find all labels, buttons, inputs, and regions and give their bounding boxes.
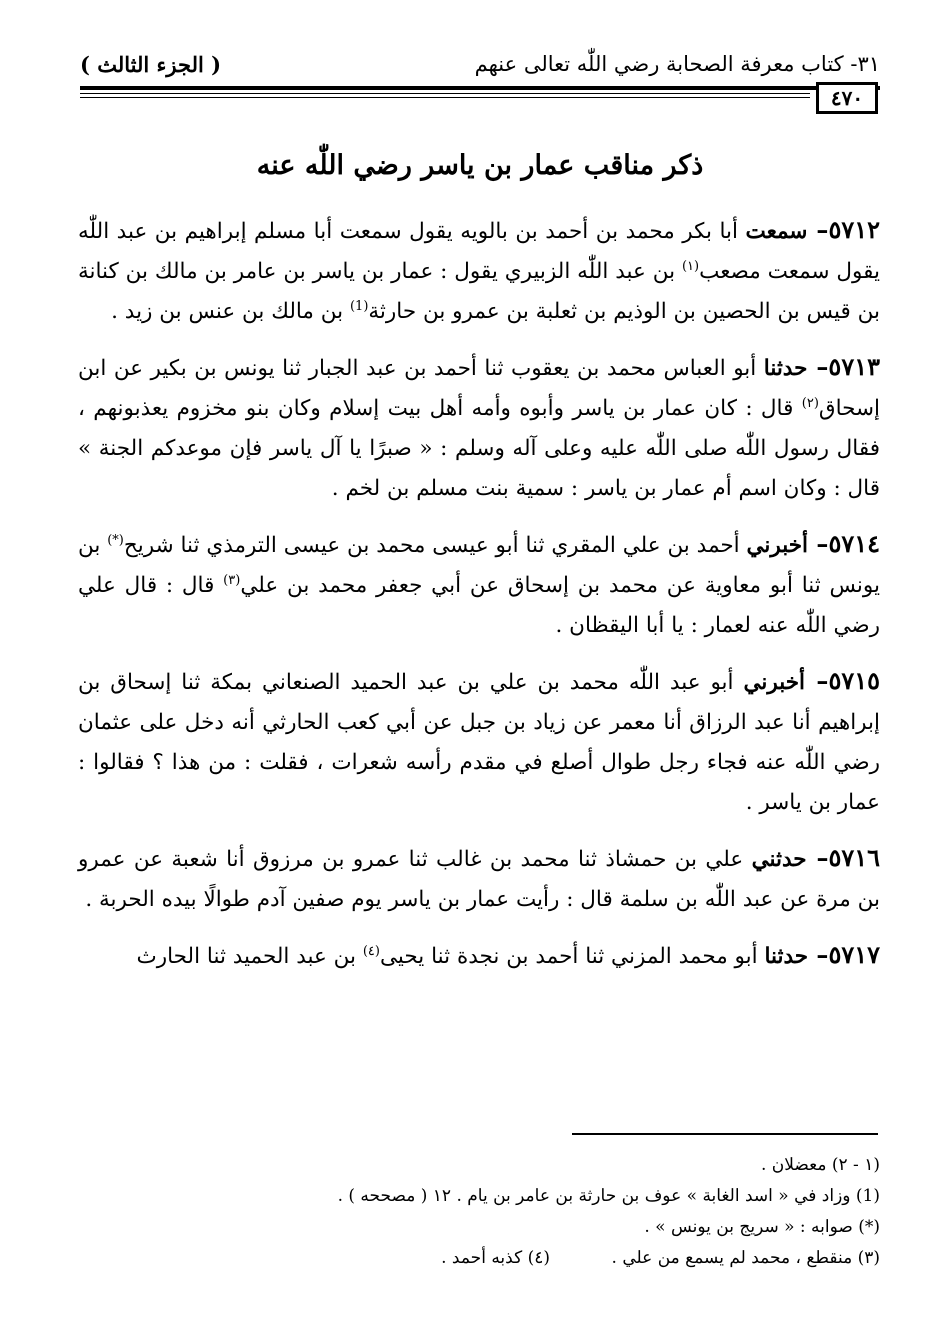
book-title: ٣١- كتاب معرفة الصحابة رضي اللّٰه تعالى عنهم: [474, 52, 880, 76]
header-rule: [80, 86, 880, 90]
hadith-text: بن عبد الحميد ثنا الحارث: [136, 944, 356, 969]
hadith-paragraph: ٥٧١٢– سمعت أبا بكر محمد بن أحمد بن بالويه يقول سمعت أبا مسلم إبراهيم بن عبد اللّٰه يقول سمعت مصعب$^{(١)}$ بن عبد اللّٰه الزبيري يقول : عمار بن ياسر بن عامر بن مالك بن كنانة بن قيس بن الحصين بن الوذيم بن ثعلبة بن عمرو بن حارثة$^{(1)}$ بن مالك بن عنس بن زيد .: [78, 215, 880, 324]
hadith-text: بن مالك بن عنس بن زيد .: [111, 299, 344, 324]
section-title: ذكر مناقب عمار بن ياسر رضي اللّٰه عنه: [256, 150, 704, 181]
footnote: (٣) منقطع ، محمد لم يسمع من علي .: [611, 1248, 880, 1268]
footnote-ref[interactable]: (*): [107, 532, 124, 548]
footnote: (٤) كذبه أحمد .: [441, 1248, 550, 1268]
header-rule-thin: [80, 93, 810, 94]
footnote: (١ - ٢) معضلان .: [760, 1155, 880, 1175]
hadith-text: قال : كان عمار بن ياسر وأبوه وأمه أهل بيت إسلام وكان بنو مخزوم يعذبونهم ، فقال رسول اللّٰه صلى اللّٰه عليه وعلى آله وسلم : « صبرًا يا آل ياسر فإن موعدكم الجنة » قال : وكان اسم أم عمار بن ياسر : سمية بنت مسلم بن لخم .: [78, 396, 880, 501]
hadith-keyword: أخبرني: [746, 533, 809, 558]
footnote-ref[interactable]: (٣): [223, 572, 241, 588]
hadith-paragraph: ٥٧١٤– أخبرني أحمد بن علي المقري ثنا أبو عيسى محمد بن عيسى الترمذي ثنا شريح(*) بن يونس ثنا أبو معاوية عن محمد بن إسحاق عن أبي جعفر محمد بن علي$^{(٣)}$ قال : قال علي رضي اللّٰه عنه لعمار : يا أبا اليقظان .: [78, 529, 880, 638]
hadith-number: ٥٧١٧: [828, 940, 880, 969]
footnote-ref[interactable]: (1): [349, 298, 369, 314]
hadith-number: ٥٧١٥: [828, 666, 880, 695]
page-number: ٤٧٠: [816, 82, 878, 114]
hadith-keyword: أخبرني: [743, 670, 805, 695]
volume-part: ( الجزء الثالث ): [80, 52, 222, 77]
hadith-text: أبو عبد اللّٰه محمد بن علي بن عبد الحميد الصنعاني بمكة ثنا إسحاق بن إبراهيم أنا عبد الرزاق أنا معمر عن زياد بن جبل عن أبي كعب الحارثي أنه دخل على عثمان رضي اللّٰه عنه فجاء رجل طوال أصلع في مقدم رأسه شعرات ، فقلت : من هذا ؟ فقالوا : عمار بن ياسر .: [78, 670, 880, 815]
hadith-number: ٥٧١٢: [828, 215, 880, 244]
footnote-separator: [572, 1133, 878, 1135]
footnote: (1) وزاد في « اسد الغابة » عوف بن حارثة بن عامر بن يام . ١٢ ( مصححه ) .: [337, 1186, 880, 1206]
footnotes: [80, 1150, 880, 1274]
hadith-paragraph: ٥٧١٣– حدثنا أبو العباس محمد بن يعقوب ثنا أحمد بن عبد الجبار ثنا يونس بن بكير عن ابن إسحاق$^{(٢)}$ قال : كان عمار بن ياسر وأبوه وأمه أهل بيت إسلام وكان بنو مخزوم يعذبونهم ، فقال رسول اللّٰه صلى اللّٰه عليه وعلى آله وسلم : « صبرًا يا آل ياسر فإن موعدكم الجنة » قال : وكان اسم أم عمار بن ياسر : سمية بنت مسلم بن لخم .: [78, 352, 880, 501]
hadith-text: أبو العباس محمد بن يعقوب ثنا أحمد بن عبد الجبار ثنا يونس بن بكير عن ابن إسحاق: [78, 356, 880, 421]
hadith-text: بن عبد اللّٰه الزبيري يقول : عمار بن ياسر بن عامر بن مالك بن كنانة بن قيس بن الحصين بن الوذيم بن ثعلبة بن عمرو بن حارثة: [78, 259, 880, 324]
hadith-text: بن يونس ثنا أبو معاوية عن محمد بن إسحاق عن أبي جعفر محمد بن علي: [78, 533, 880, 598]
footnote: (*) صوابه : « سريج بن يونس » .: [644, 1217, 880, 1237]
hadith-text: قال : قال علي رضي اللّٰه عنه لعمار : يا أبا اليقظان .: [78, 573, 880, 638]
hadith-number: ٥٧١٤: [828, 529, 880, 558]
hadith-number: ٥٧١٦: [828, 843, 881, 872]
hadith-keyword: سمعت: [745, 219, 808, 244]
footnote-ref[interactable]: (١): [681, 258, 700, 274]
hadith-number: ٥٧١٣: [828, 352, 880, 381]
hadith-paragraph: ٥٧١٦– حدثني علي بن حمشاذ ثنا محمد بن غالب ثنا عمرو بن مرزوق أنا شعبة عن عمرو بن مرة عن عبد اللّٰه بن سلمة قال : رأيت عمار بن ياسر يوم صفين آدم طوالًا بيده الحربة .: [78, 843, 881, 912]
header-rule-thin-2: [80, 97, 810, 98]
hadith-text: أبا بكر محمد بن أحمد بن بالويه يقول سمعت أبا مسلم إبراهيم بن عبد اللّٰه يقول سمعت مصعب: [78, 219, 880, 284]
footnote-row: [80, 1243, 880, 1274]
hadith-paragraph: ٥٧١٥– أخبرني أبو عبد اللّٰه محمد بن علي بن عبد الحميد الصنعاني بمكة ثنا إسحاق بن إبراهيم أنا عبد الرزاق أنا معمر عن زياد بن جبل عن أبي كعب الحارثي أنه دخل على عثمان رضي اللّٰه عنه فجاء رجل طوال أصلع في مقدم رأسه شعرات ، فقلت : من هذا ؟ فقالوا : عمار بن ياسر .: [78, 666, 880, 815]
hadith-keyword: حدثني: [751, 847, 807, 872]
hadith-keyword: حدثنا: [763, 356, 808, 381]
hadith-keyword: حدثنا: [764, 944, 809, 969]
hadith-text: أبو محمد المزني ثنا أحمد بن نجدة ثنا يحيى: [379, 944, 758, 969]
hadith-text: أحمد بن علي المقري ثنا أبو عيسى محمد بن عيسى الترمذي ثنا شريح: [123, 533, 740, 558]
footnote-ref[interactable]: (٤): [362, 943, 380, 959]
footnote-ref[interactable]: (٢): [801, 395, 819, 411]
hadith-body: [78, 210, 880, 992]
running-header: [80, 52, 880, 82]
hadith-paragraph: ٥٧١٧– حدثنا أبو محمد المزني ثنا أحمد بن نجدة ثنا يحيى$^{(٤)}$ بن عبد الحميد ثنا الحارث: [136, 940, 880, 969]
hadith-text: علي بن حمشاذ ثنا محمد بن غالب ثنا عمرو بن مرزوق أنا شعبة عن عمرو بن مرة عن عبد اللّٰه بن سلمة قال : رأيت عمار بن ياسر يوم صفين آدم طوالًا بيده الحربة .: [78, 847, 880, 912]
